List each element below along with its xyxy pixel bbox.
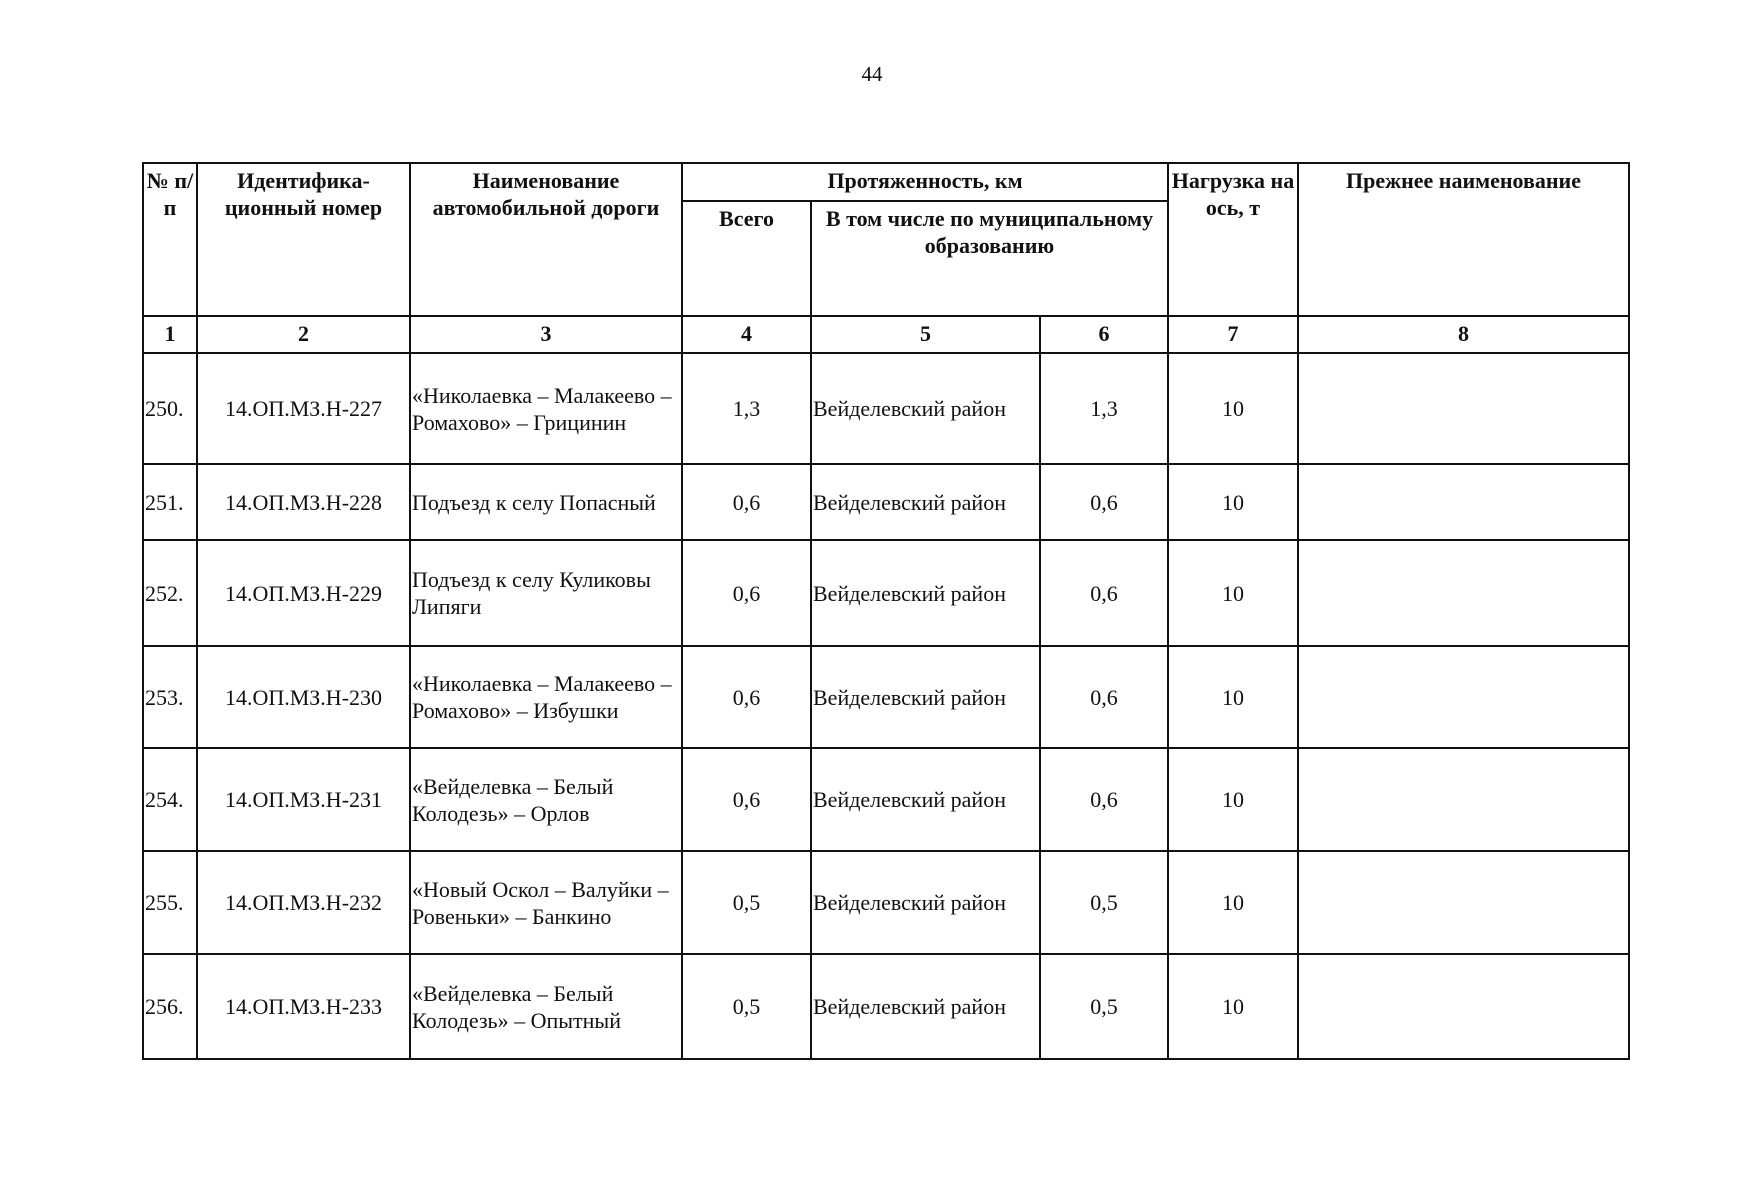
page-number: 44 <box>861 62 883 86</box>
row-number: 255. <box>143 851 197 954</box>
length-municipal: 1,3 <box>1040 353 1168 464</box>
municipality: Вейделевский район <box>811 464 1040 540</box>
road-id: 14.ОП.МЗ.Н-233 <box>197 954 410 1059</box>
previous-name <box>1298 464 1629 540</box>
table-row <box>143 748 1629 851</box>
road-id: 14.ОП.МЗ.Н-228 <box>197 464 410 540</box>
row-number: 251. <box>143 464 197 540</box>
road-id: 14.ОП.МЗ.Н-231 <box>197 748 410 851</box>
road-id: 14.ОП.МЗ.Н-227 <box>197 353 410 464</box>
municipality: Вейделевский район <box>811 540 1040 646</box>
header-id: Идентифика-ционный номер <box>197 163 410 316</box>
length-municipal: 0,6 <box>1040 540 1168 646</box>
length-total: 0,6 <box>682 646 811 748</box>
previous-name <box>1298 646 1629 748</box>
length-municipal: 0,5 <box>1040 954 1168 1059</box>
column-number: 2 <box>197 316 410 353</box>
axle-load: 10 <box>1168 540 1298 646</box>
road-id: 14.ОП.МЗ.Н-229 <box>197 540 410 646</box>
header-load: Нагрузка на ось, т <box>1168 163 1298 316</box>
length-municipal: 0,6 <box>1040 646 1168 748</box>
municipality: Вейделевский район <box>811 954 1040 1059</box>
previous-name <box>1298 851 1629 954</box>
length-municipal: 0,6 <box>1040 464 1168 540</box>
road-name: «Вейделевка – Белый Колодезь» – Орлов <box>410 748 682 851</box>
header-total: Всего <box>682 201 811 316</box>
row-number: 256. <box>143 954 197 1059</box>
column-number: 8 <box>1298 316 1629 353</box>
municipality: Вейделевский район <box>811 353 1040 464</box>
header-municipal: В том числе по муниципальному образованию <box>811 201 1168 316</box>
length-total: 0,6 <box>682 540 811 646</box>
header-name: Наименование автомобильной дороги <box>410 163 682 316</box>
previous-name <box>1298 353 1629 464</box>
road-name: «Николаевка – Малакеево – Ромахово» – Избушки <box>410 646 682 748</box>
table-row <box>143 646 1629 748</box>
header-length: Протяженность, км <box>682 163 1168 201</box>
road-name: «Новый Оскол – Валуйки – Ровеньки» – Банкино <box>410 851 682 954</box>
road-name: Подъезд к селу Попасный <box>410 464 682 540</box>
municipality: Вейделевский район <box>811 748 1040 851</box>
municipality: Вейделевский район <box>811 646 1040 748</box>
road-name: Подъезд к селу Куликовы Липяги <box>410 540 682 646</box>
axle-load: 10 <box>1168 748 1298 851</box>
length-total: 0,6 <box>682 464 811 540</box>
road-id: 14.ОП.МЗ.Н-230 <box>197 646 410 748</box>
table-row <box>143 851 1629 954</box>
header-prev-name: Прежнее наименование <box>1298 163 1629 316</box>
column-number-row <box>143 316 1629 353</box>
road-name: «Вейделевка – Белый Колодезь» – Опытный <box>410 954 682 1059</box>
length-total: 0,5 <box>682 851 811 954</box>
previous-name <box>1298 954 1629 1059</box>
row-number: 253. <box>143 646 197 748</box>
previous-name <box>1298 540 1629 646</box>
axle-load: 10 <box>1168 851 1298 954</box>
length-municipal: 0,6 <box>1040 748 1168 851</box>
length-municipal: 0,5 <box>1040 851 1168 954</box>
table-header <box>143 163 1629 353</box>
previous-name <box>1298 748 1629 851</box>
table-row <box>143 954 1629 1059</box>
road-name: «Николаевка – Малакеево – Ромахово» – Грицинин <box>410 353 682 464</box>
axle-load: 10 <box>1168 646 1298 748</box>
municipality: Вейделевский район <box>811 851 1040 954</box>
column-number: 1 <box>143 316 197 353</box>
axle-load: 10 <box>1168 353 1298 464</box>
axle-load: 10 <box>1168 954 1298 1059</box>
column-number: 7 <box>1168 316 1298 353</box>
axle-load: 10 <box>1168 464 1298 540</box>
table-row <box>143 464 1629 540</box>
column-number: 4 <box>682 316 811 353</box>
roads-table <box>142 162 1630 1060</box>
table-body <box>143 353 1629 1059</box>
column-number: 6 <box>1040 316 1168 353</box>
length-total: 0,5 <box>682 954 811 1059</box>
length-total: 0,6 <box>682 748 811 851</box>
table-row <box>143 353 1629 464</box>
header-num: № п/п <box>143 163 197 316</box>
row-number: 252. <box>143 540 197 646</box>
column-number: 3 <box>410 316 682 353</box>
row-number: 250. <box>143 353 197 464</box>
row-number: 254. <box>143 748 197 851</box>
table-row <box>143 540 1629 646</box>
column-number: 5 <box>811 316 1040 353</box>
length-total: 1,3 <box>682 353 811 464</box>
road-id: 14.ОП.МЗ.Н-232 <box>197 851 410 954</box>
